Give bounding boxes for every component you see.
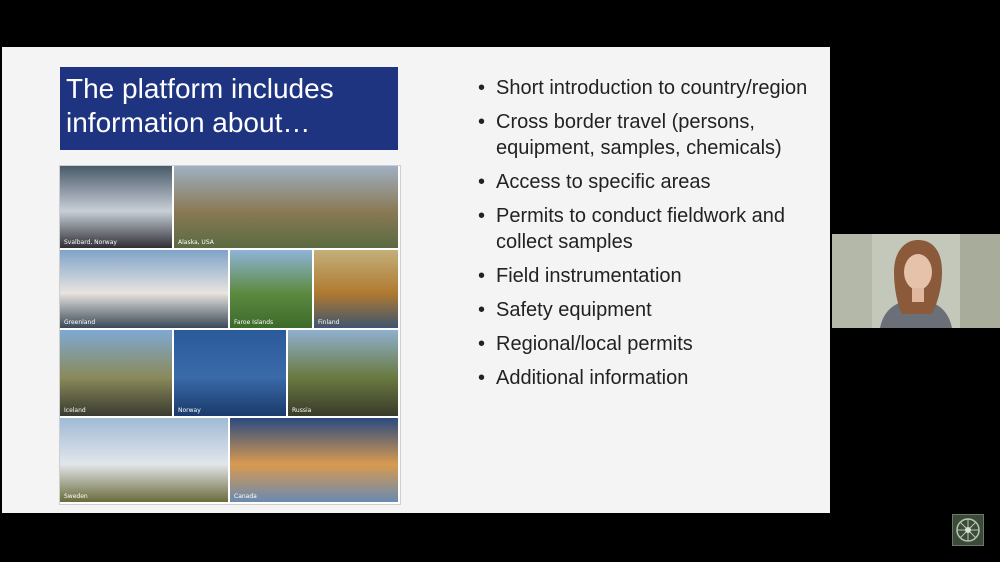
photo-finland: [314, 250, 400, 330]
photo-caption: Faroe Islands: [234, 319, 274, 326]
photo-faroe-islands: [230, 250, 314, 330]
photo-russia: [288, 330, 400, 418]
slide: [2, 47, 830, 513]
emblem-icon: [953, 515, 983, 545]
bullet-item: • Field instrumentation: [478, 263, 818, 289]
bullet-item: • Short introduction to country/region: [478, 75, 818, 101]
photo-caption: Norway: [178, 407, 201, 414]
bullet-item: • Access to specific areas: [478, 169, 818, 195]
photo-norway: [174, 330, 288, 418]
bullet-item: • Regional/local permits: [478, 331, 818, 357]
photo-canada: [230, 418, 400, 504]
bullet-item: • Additional information: [478, 365, 818, 391]
photo-sweden: [60, 418, 230, 504]
photo-caption: Canada: [234, 493, 257, 500]
slide-title: [60, 67, 398, 150]
slide-title-line-1: The platform includes: [66, 73, 334, 104]
bullet-item: • Safety equipment: [478, 297, 818, 323]
photo-iceland: [60, 330, 174, 418]
bullet-item: • Permits to conduct fieldwork and collect samples: [478, 203, 818, 255]
photo-collage: [59, 165, 401, 505]
photo-alaska: [174, 166, 400, 250]
bullet-item: • Cross border travel (persons, equipment, samples, chemicals): [478, 109, 818, 161]
bullet-list: [478, 75, 818, 399]
slide-title-line-2: information about…: [66, 107, 311, 138]
photo-caption: Svalbard, Norway: [64, 239, 117, 246]
photo-svalbard: [60, 166, 174, 250]
photo-caption: Sweden: [64, 493, 88, 500]
photo-greenland: [60, 250, 230, 330]
presenter-silhouette-icon: [832, 234, 1000, 328]
photo-caption: Alaska, USA: [178, 239, 214, 246]
photo-caption: Russia: [292, 407, 312, 414]
photo-caption: Iceland: [64, 407, 86, 414]
corner-logo: [952, 514, 984, 546]
presenter-video-thumbnail[interactable]: [832, 234, 1000, 328]
photo-caption: Finland: [318, 319, 340, 326]
photo-caption: Greenland: [64, 319, 96, 326]
